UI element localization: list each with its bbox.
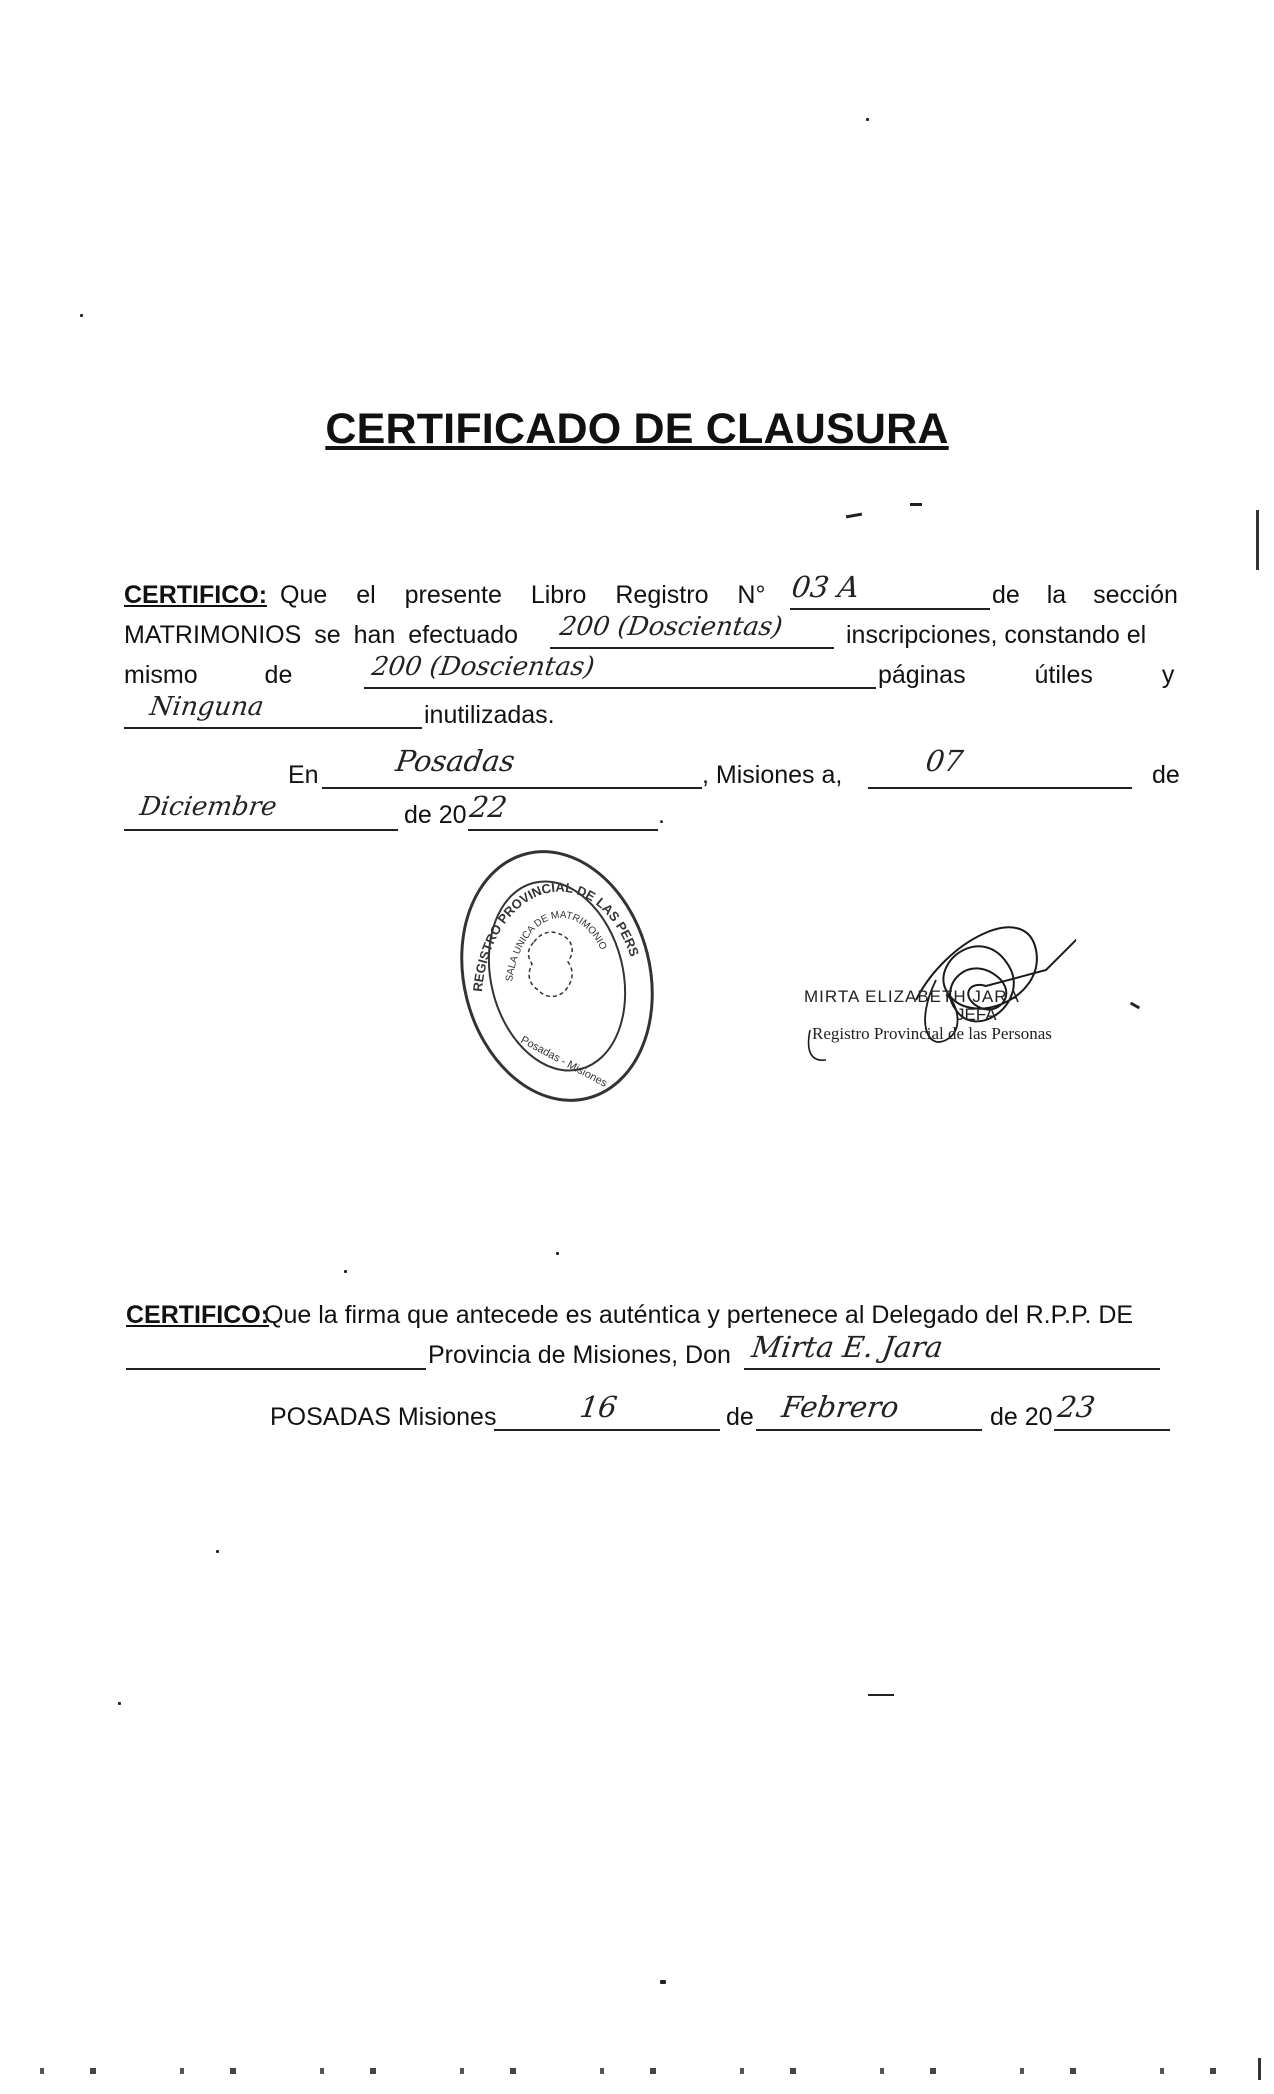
cert2-year-blank: [1054, 1429, 1170, 1431]
paginas-blank: [364, 687, 876, 689]
seal-graphic: [452, 842, 662, 1110]
paginas-handwritten: 200 (Doscientas): [369, 652, 597, 682]
year-prefix: de 20: [404, 801, 467, 829]
cert2-dia-blank: [494, 1429, 720, 1431]
line1-after: de la sección: [992, 581, 1178, 609]
cert2-year-handwritten: 23: [1055, 1390, 1098, 1424]
don-blank: [744, 1368, 1160, 1370]
mes-handwritten: Diciembre: [137, 792, 279, 822]
inutilizadas-blank: [124, 727, 422, 729]
inutilizadas-handwritten: Ninguna: [147, 692, 266, 722]
mes-blank: [124, 829, 398, 831]
dia-handwritten: 07: [923, 744, 966, 778]
cert2-mes-handwritten: Febrero: [779, 1390, 901, 1424]
line1-text: Que el presente Libro Registro N°: [280, 581, 766, 609]
inscripciones-handwritten: 200 (Doscientas): [557, 612, 785, 642]
cert2-year-prefix: de 20: [990, 1403, 1053, 1431]
official-seal-stamp: [452, 842, 662, 1110]
inscripciones-blank: [550, 647, 834, 649]
cert2-line1-text: Que la firma que antecede es auténtica y pertenece al Delegado del R.P.P. DE: [264, 1301, 1134, 1329]
libro-number-handwritten: 03 A: [789, 570, 862, 604]
cert2-blank-left: [126, 1368, 426, 1370]
year-blank: [468, 829, 658, 831]
certifico-label: CERTIFICO:: [124, 581, 268, 609]
cert2-dia-handwritten: 16: [577, 1390, 620, 1424]
dia-blank: [868, 787, 1132, 789]
signature-office: Registro Provincial de las Personas: [812, 1024, 1052, 1043]
cert2-mes-blank: [756, 1429, 982, 1431]
document-title: CERTIFICADO DE CLAUSURA: [325, 405, 949, 453]
signature-scribble: [796, 880, 1076, 1080]
cert2-de-text: de: [726, 1403, 754, 1431]
don-handwritten: Mirta E. Jara: [749, 1330, 946, 1364]
lugar-blank: [322, 787, 702, 789]
signature-role: JEFA: [956, 1005, 997, 1024]
place-text: POSADAS Misiones: [270, 1403, 497, 1431]
signature-name: MIRTA ELIZABETH JARA: [804, 987, 1020, 1006]
line3-after: páginas útiles y: [878, 661, 1175, 689]
line3-text: mismo de: [124, 661, 293, 689]
year-handwritten: 22: [467, 790, 510, 824]
signature-block: [796, 880, 1076, 1080]
lugar-handwritten: Posadas: [393, 744, 518, 778]
libro-number-blank: [790, 608, 990, 610]
misiones-text: , Misiones a,: [702, 761, 843, 789]
seal-inner-text: SALA UNICA DE MATRIMONIO: [504, 909, 609, 983]
seal-outer-text: REGISTRO PROVINCIAL DE LAS PERS: [469, 879, 643, 993]
line2-text: MATRIMONIOS se han efectuado: [124, 621, 519, 649]
line2-after: inscripciones, constando el: [846, 621, 1147, 649]
en-label: En: [288, 761, 319, 789]
certifico-label-2: CERTIFICO:: [126, 1301, 270, 1329]
inutilizadas-text: inutilizadas.: [424, 701, 555, 729]
seal-bottom-text: Posadas - Misiones: [518, 1034, 609, 1090]
cert2-line2-text: Provincia de Misiones, Don: [428, 1341, 731, 1369]
de-text: de: [1152, 761, 1180, 789]
